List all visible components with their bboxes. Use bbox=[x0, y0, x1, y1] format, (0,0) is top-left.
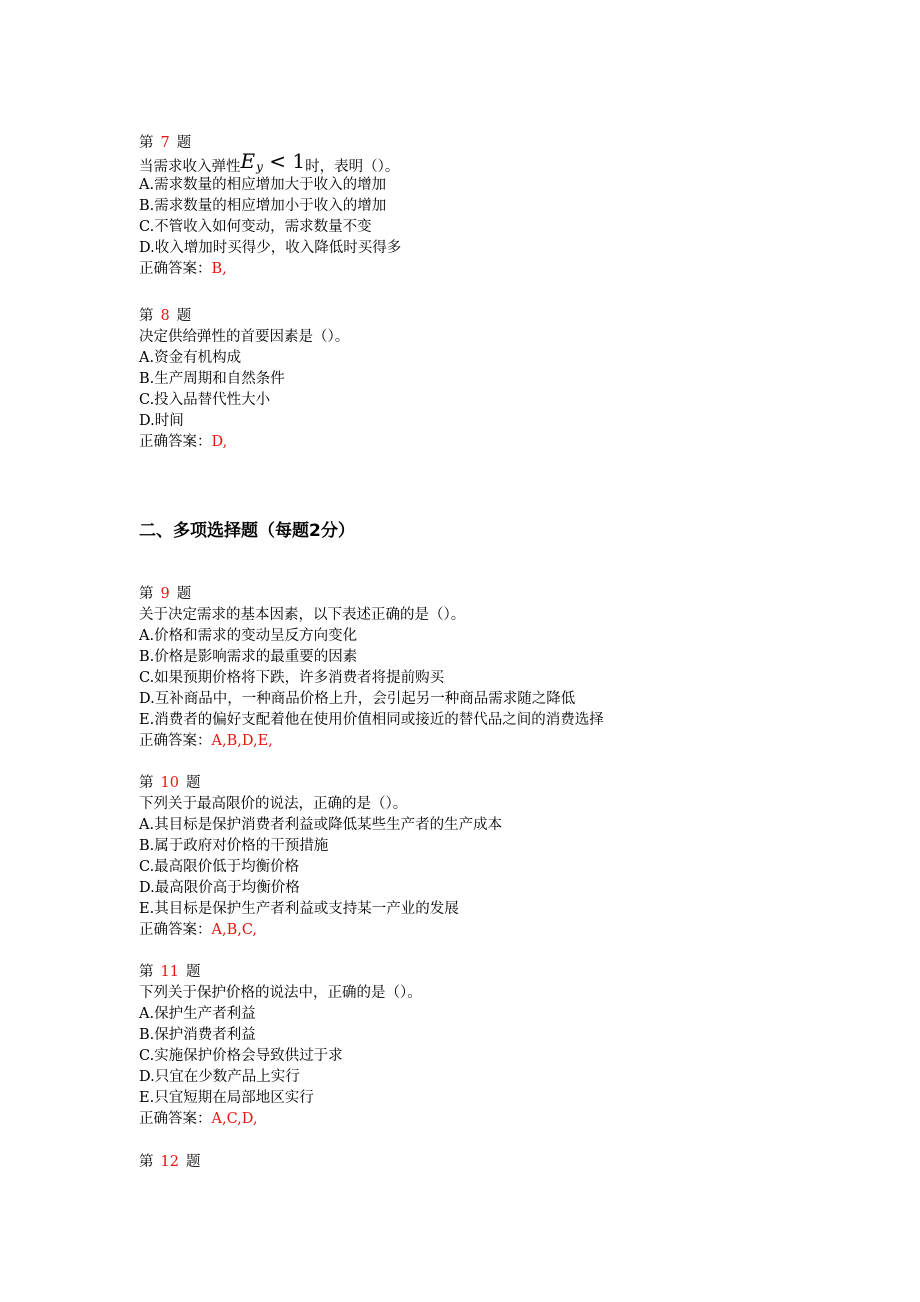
option-b: B.价格是影响需求的最重要的因素 bbox=[139, 649, 358, 665]
correct-answer: D, bbox=[211, 434, 228, 450]
question-stem: 下列关于最高限价的说法，正确的是（）。 bbox=[139, 796, 408, 812]
option-a: A.需求数量的相应增加大于收入的增加 bbox=[139, 177, 387, 193]
question-number: 9 bbox=[160, 586, 170, 602]
question-stem: 当需求收入弹性$E_y < 1$时，表明（）。 bbox=[139, 149, 400, 175]
option-b: B.生产周期和自然条件 bbox=[139, 371, 285, 387]
option-d: D.最高限价高于均衡价格 bbox=[139, 880, 300, 896]
math-expression: $E_y < 1$ bbox=[240, 149, 306, 174]
option-d: D.互补商品中，一种商品价格上升，会引起另一种商品需求随之降低 bbox=[139, 691, 576, 707]
option-c: C.如果预期价格将下跌，许多消费者将提前购买 bbox=[139, 670, 445, 686]
question-number: 11 bbox=[160, 964, 179, 980]
answer-line: 正确答案：A,B,D,E, bbox=[139, 733, 273, 749]
section-title: 二、多项选择题（每题2分） bbox=[139, 521, 355, 541]
option-d: D.只宜在少数产品上实行 bbox=[139, 1069, 300, 1085]
correct-answer: B, bbox=[211, 261, 227, 277]
question-heading: 第 11 题 bbox=[139, 964, 201, 980]
question-9 bbox=[139, 584, 604, 752]
question-10 bbox=[139, 773, 502, 941]
option-d: D.收入增加时买得少，收入降低时买得多 bbox=[139, 240, 402, 256]
correct-answer: A,B,C, bbox=[211, 922, 258, 938]
question-stem: 下列关于保护价格的说法中，正确的是（）。 bbox=[139, 985, 422, 1001]
option-c: C.投入品替代性大小 bbox=[139, 392, 271, 408]
option-b: B.属于政府对价格的干预措施 bbox=[139, 838, 329, 854]
option-a: A.保护生产者利益 bbox=[139, 1006, 256, 1022]
answer-line: 正确答案：A,C,D, bbox=[139, 1111, 258, 1127]
option-d: D.时间 bbox=[139, 413, 184, 429]
option-a: A.资金有机构成 bbox=[139, 350, 242, 366]
question-8 bbox=[139, 306, 349, 453]
option-b: B.保护消费者利益 bbox=[139, 1027, 256, 1043]
question-number: 8 bbox=[160, 308, 170, 324]
question-heading: 第 8 题 bbox=[139, 308, 192, 324]
answer-line: 正确答案：A,B,C, bbox=[139, 922, 258, 938]
option-a: A.价格和需求的变动呈反方向变化 bbox=[139, 628, 358, 644]
question-stem: 关于决定需求的基本因素，以下表述正确的是（）。 bbox=[139, 607, 466, 623]
answer-line: 正确答案：B, bbox=[139, 261, 227, 277]
question-heading: 第 12 题 bbox=[139, 1154, 201, 1170]
option-e: E.消费者的偏好支配着他在使用价值相同或接近的替代品之间的消费选择 bbox=[139, 712, 604, 728]
question-number: 7 bbox=[160, 135, 170, 151]
answer-line: 正确答案：D, bbox=[139, 434, 228, 450]
option-c: C.不管收入如何变动，需求数量不变 bbox=[139, 219, 372, 235]
correct-answer: A,B,D,E, bbox=[211, 733, 273, 749]
question-stem: 决定供给弹性的首要因素是（）。 bbox=[139, 329, 350, 345]
question-12 bbox=[139, 1152, 200, 1173]
question-heading: 第 10 题 bbox=[139, 775, 201, 791]
question-11 bbox=[139, 962, 422, 1130]
question-heading: 第 9 题 bbox=[139, 586, 192, 602]
option-c: C.最高限价低于均衡价格 bbox=[139, 859, 300, 875]
option-b: B.需求数量的相应增加小于收入的增加 bbox=[139, 198, 387, 214]
question-7 bbox=[139, 133, 401, 280]
option-e: E.只宜短期在局部地区实行 bbox=[139, 1090, 314, 1106]
question-heading: 第 7 题 bbox=[139, 135, 192, 151]
question-number: 10 bbox=[160, 775, 179, 791]
option-e: E.其目标是保护生产者利益或支持某一产业的发展 bbox=[139, 901, 459, 917]
correct-answer: A,C,D, bbox=[211, 1111, 258, 1127]
question-number: 12 bbox=[160, 1154, 179, 1170]
option-a: A.其目标是保护消费者利益或降低某些生产者的生产成本 bbox=[139, 817, 503, 833]
option-c: C.实施保护价格会导致供过于求 bbox=[139, 1048, 343, 1064]
